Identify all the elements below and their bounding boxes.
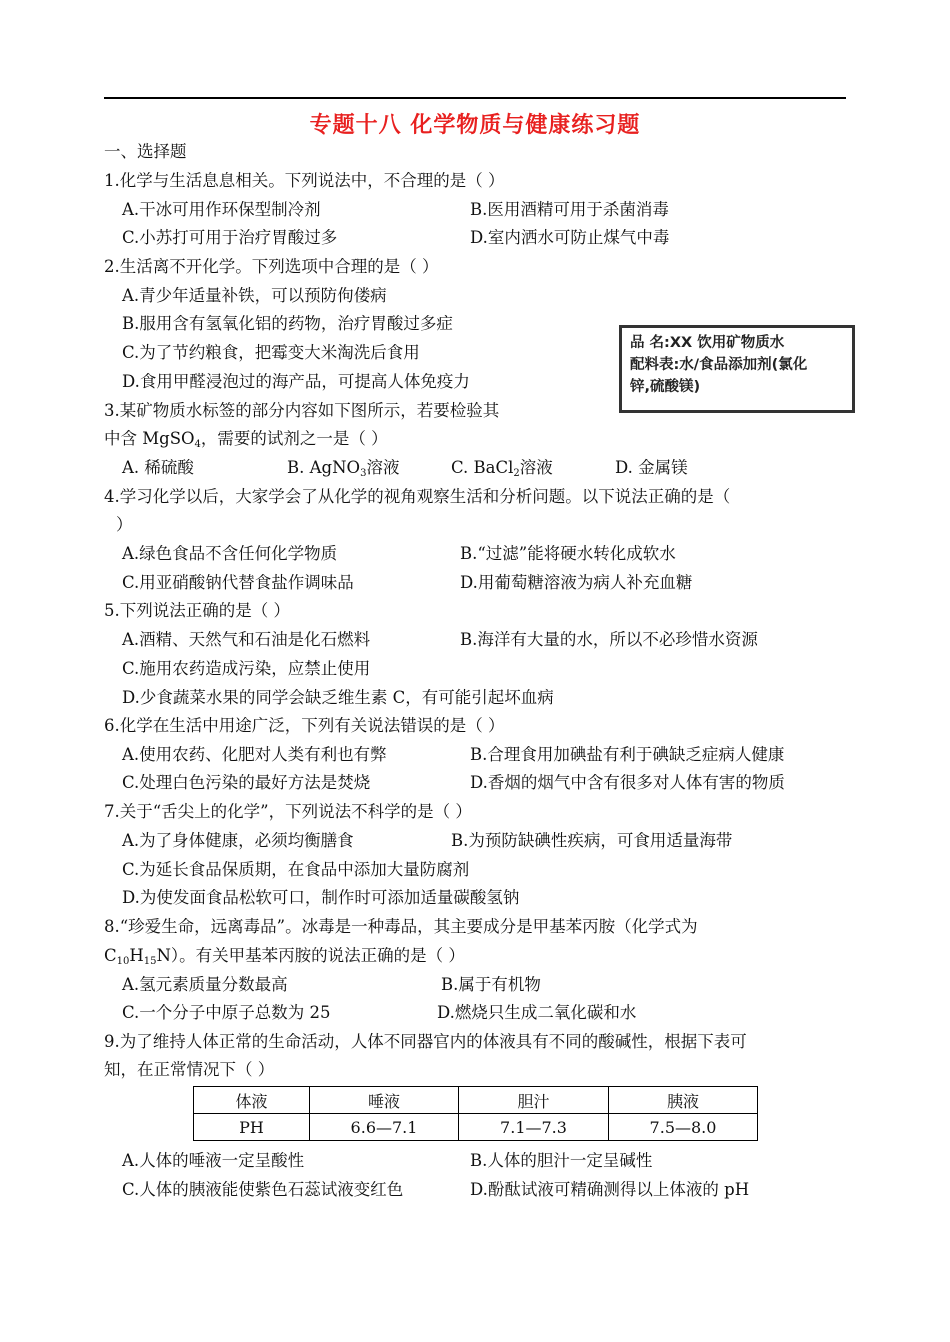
q7-option-b: B.为预防缺碘性疾病，可食用适量海带 (451, 831, 733, 850)
table-header-cell: 胆汁 (459, 1087, 609, 1114)
q9-option-b: B.人体的胆汁一定呈碱性 (470, 1151, 653, 1170)
q3-option-c (451, 458, 553, 478)
q7-option-a: A.为了身体健康，必须均衡膳食 (122, 831, 354, 850)
q9-option-c: C.人体的胰液能使紫色石蕊试液变红色 (122, 1180, 404, 1199)
q3-option-c-sub: 2 (513, 468, 520, 479)
q2-option-b: B.服用含有氢氧化铝的药物，治疗胃酸过多症 (122, 314, 453, 333)
header-rule (104, 97, 846, 99)
q3-option-b-text: B. AgNO (287, 458, 361, 477)
q7-option-c: C.为延长食品保质期，在食品中添加大量防腐剂 (122, 860, 470, 879)
q1-option-c: C.小苏打可用于治疗胃酸过多 (122, 228, 338, 247)
q8-formula-c-sub: 10 (116, 956, 130, 967)
q5-option-d: D.少食蔬菜水果的同学会缺乏维生素 C，有可能引起坏血病 (122, 688, 554, 707)
label-line-1: 品 名:XX 饮用矿物质水 (630, 335, 785, 351)
q1-option-d: D.室内洒水可防止煤气中毒 (470, 228, 670, 247)
q6-option-d: D.香烟的烟气中含有很多对人体有害的物质 (470, 773, 785, 792)
q4-option-d: D.用葡萄糖溶液为病人补充血糖 (460, 573, 693, 592)
q1-option-a: A.干冰可用作环保型制冷剂 (122, 200, 321, 219)
label-line-2: 配料表:水/食品添加剂(氯化 (630, 357, 808, 373)
table-header-cell: 体液 (194, 1087, 310, 1114)
q3-stem-sub: 4 (194, 439, 201, 450)
ph-table (193, 1086, 758, 1141)
q8-stem-rest: N）。有关甲基苯丙胺的说法正确的是（ ） (156, 946, 465, 965)
q3-option-c-suffix: 溶液 (519, 458, 553, 477)
q8-formula-c: C (104, 946, 117, 965)
q3-option-c-text: C. BaCl (451, 458, 514, 477)
q1-stem: 1.化学与生活息息相关。下列说法中，不合理的是（ ） (104, 171, 505, 190)
q4-option-b: B.“过滤”能将硬水转化成软水 (460, 544, 676, 563)
page-title: 专题十八 化学物质与健康练习题 (309, 113, 641, 138)
q8-option-a: A.氢元素质量分数最高 (122, 975, 288, 994)
q2-option-d: D.食用甲醛浸泡过的海产品，可提高人体免疫力 (122, 372, 470, 391)
q8-formula-h-sub: 15 (143, 956, 157, 967)
q4-option-a: A.绿色食品不含任何化学物质 (122, 544, 338, 563)
q2-option-a: A.青少年适量补铁，可以预防佝偻病 (122, 286, 387, 305)
q6-stem: 6.化学在生活中用途广泛，下列有关说法错误的是（ ） (104, 716, 505, 735)
q7-stem: 7.关于“舌尖上的化学”，下列说法不科学的是（ ） (104, 802, 472, 821)
q9-option-a: A.人体的唾液一定呈酸性 (122, 1151, 305, 1170)
table-header-cell: 胰液 (609, 1087, 758, 1114)
table-cell: PH (194, 1114, 310, 1141)
table-header-row (194, 1087, 758, 1114)
section-heading: 一、选择题 (104, 142, 187, 161)
q3-option-b-sub: 3 (360, 468, 367, 479)
q3-stem-line2 (104, 429, 388, 449)
table-cell: 6.6—7.1 (310, 1114, 459, 1141)
q8-stem-line1: 8.“珍爱生命，远离毒品”。冰毒是一种毒品，其主要成分是甲基苯丙胺（化学式为 (104, 917, 698, 936)
q7-option-d: D.为使发面食品松软可口，制作时可添加适量碳酸氢钠 (122, 888, 520, 907)
q2-option-c: C.为了节约粮食，把霉变大米淘洗后食用 (122, 343, 420, 362)
q4-stem-line2: ） (116, 515, 133, 534)
q3-option-a: A. 稀硫酸 (122, 458, 194, 477)
q3-stem-text-post: ，需要的试剂之一是（ ） (200, 429, 388, 448)
q5-stem: 5.下列说法正确的是（ ） (104, 601, 290, 620)
q4-option-c: C.用亚硝酸钠代替食盐作调味品 (122, 573, 354, 592)
q1-option-b: B.医用酒精可用于杀菌消毒 (470, 200, 669, 219)
q8-option-c: C.一个分子中原子总数为 25 (122, 1003, 331, 1022)
q6-option-b: B.合理食用加碘盐有利于碘缺乏症病人健康 (470, 745, 785, 764)
q5-option-b: B.海洋有大量的水，所以不必珍惜水资源 (460, 630, 758, 649)
q3-stem-text: 中含 MgSO (104, 429, 195, 448)
q5-option-a: A.酒精、天然气和石油是化石燃料 (122, 630, 371, 649)
table-cell: 7.5—8.0 (609, 1114, 758, 1141)
table-header-cell: 唾液 (310, 1087, 459, 1114)
q3-option-b-suffix: 溶液 (366, 458, 400, 477)
q3-option-d: D. 金属镁 (615, 458, 688, 477)
q6-option-c: C.处理白色污染的最好方法是焚烧 (122, 773, 371, 792)
table-row (194, 1114, 758, 1141)
mineral-water-label (619, 325, 855, 413)
q8-stem-line2 (104, 946, 465, 966)
q8-option-b: B.属于有机物 (441, 975, 541, 994)
q3-stem-line1: 3.某矿物质水标签的部分内容如下图所示，若要检验其 (104, 401, 500, 420)
q5-option-c: C.施用农药造成污染，应禁止使用 (122, 659, 371, 678)
q3-option-b (287, 458, 399, 478)
q8-option-d: D.燃烧只生成二氧化碳和水 (437, 1003, 637, 1022)
label-line-3: 锌,硫酸镁) (630, 379, 701, 395)
q6-option-a: A.使用农药、化肥对人类有利也有弊 (122, 745, 387, 764)
q9-stem-line1: 9.为了维持人体正常的生命活动，人体不同器官内的体液具有不同的酸碱性，根据下表可 (104, 1032, 747, 1051)
q9-option-d: D.酚酞试液可精确测得以上体液的 pH (470, 1180, 750, 1199)
q9-stem-line2: 知，在正常情况下（ ） (104, 1060, 275, 1079)
q2-stem: 2.生活离不开化学。下列选项中合理的是（ ） (104, 257, 439, 276)
q4-stem-line1: 4.学习化学以后，大家学会了从化学的视角观察生活和分析问题。以下说法正确的是（ (104, 487, 731, 506)
q8-formula-h: H (129, 946, 144, 965)
table-cell: 7.1—7.3 (459, 1114, 609, 1141)
